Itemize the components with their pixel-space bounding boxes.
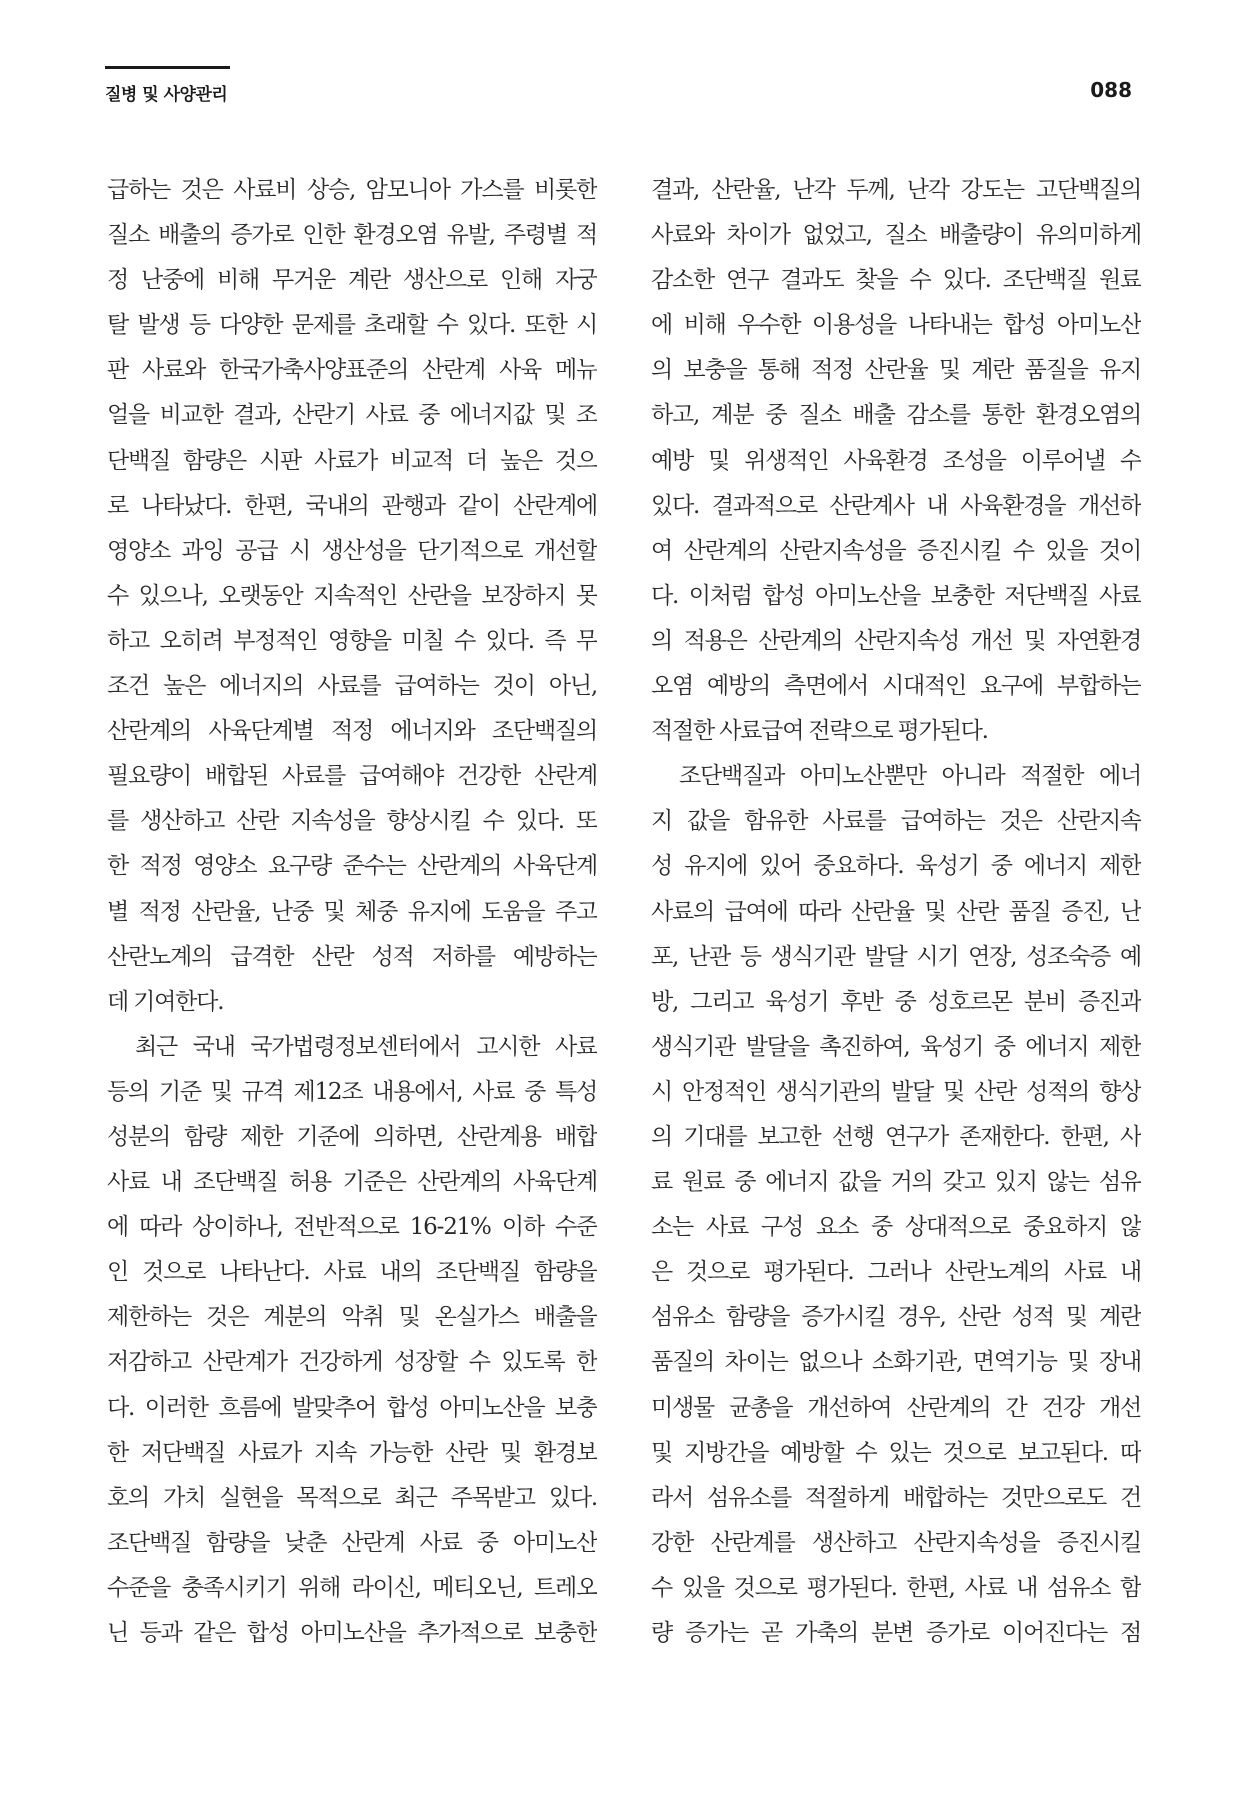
- text-line: 호의 가치 실현을 목적으로 최근 주목받고 있다.: [107, 1484, 597, 1511]
- text-line: 은 것으로 평가된다. 그러나 산란노계의 사료 내: [651, 1259, 1141, 1286]
- text-line: 필요량이 배합된 사료를 급여해야 건강한 산란계: [107, 763, 597, 790]
- text-line: 산란계의 사육단계별 적정 에너지와 조단백질의: [107, 718, 597, 745]
- text-line: 조단백질 함량을 낮춘 산란계 사료 중 아미노산: [107, 1529, 597, 1556]
- text-line: 강한 산란계를 생산하고 산란지속성을 증진시킬: [651, 1529, 1141, 1556]
- text-line: 정 난중에 비해 무거운 계란 생산으로 인해 자궁: [107, 267, 597, 294]
- text-line: 라서 섬유소를 적절하게 배합하는 것만으로도 건: [651, 1484, 1141, 1511]
- text-line: 지 값을 함유한 사료를 급여하는 것은 산란지속: [651, 808, 1141, 835]
- header-rule: [105, 66, 230, 69]
- text-line: 판 사료와 한국가축사양표준의 산란계 사육 메뉴: [107, 357, 597, 384]
- text-line: 한 적정 영양소 요구량 준수는 산란계의 사육단계: [107, 853, 597, 880]
- text-line: 적절한 사료급여 전략으로 평가된다.: [651, 718, 988, 745]
- text-line: 의 기대를 보고한 선행 연구가 존재한다. 한편, 사: [651, 1123, 1141, 1150]
- text-line: 질소 배출의 증가로 인한 환경오염 유발, 주령별 적: [107, 222, 597, 249]
- text-line: 사료와 차이가 없었고, 질소 배출량이 유의미하게: [651, 222, 1141, 249]
- text-line: 얼을 비교한 결과, 산란기 사료 중 에너지값 및 조: [107, 402, 597, 429]
- text-line: 사료의 급여에 따라 산란율 및 산란 품질 증진, 난: [651, 898, 1141, 925]
- text-line: 소는 사료 구성 요소 중 상대적으로 중요하지 않: [651, 1214, 1141, 1241]
- text-line: 의 적용은 산란계의 산란지속성 개선 및 자연환경: [651, 627, 1141, 654]
- text-line: 하고, 계분 중 질소 배출 감소를 통한 환경오염의: [651, 402, 1141, 429]
- text-line: 예방 및 위생적인 사육환경 조성을 이루어낼 수: [651, 447, 1141, 474]
- text-line: 제한하는 것은 계분의 악취 및 온실가스 배출을: [107, 1304, 597, 1331]
- text-line: 생식기관 발달을 촉진하여, 육성기 중 에너지 제한: [651, 1033, 1141, 1060]
- text-line: 최근 국내 국가법령정보센터에서 고시한 사료: [135, 1033, 597, 1060]
- text-line: 인 것으로 나타난다. 사료 내의 조단백질 함량을: [107, 1259, 597, 1286]
- text-line: 료 원료 중 에너지 값을 거의 갖고 있지 않는 섬유: [651, 1169, 1141, 1196]
- text-line: 수준을 충족시키기 위해 라이신, 메티오닌, 트레오: [107, 1574, 597, 1601]
- text-line: 데 기여한다.: [107, 988, 224, 1015]
- text-line: 품질의 차이는 없으나 소화기관, 면역기능 및 장내: [651, 1349, 1141, 1376]
- text-line: 다. 이처럼 합성 아미노산을 보충한 저단백질 사료: [651, 582, 1141, 609]
- text-line: 여 산란계의 산란지속성을 증진시킬 수 있을 것이: [651, 537, 1141, 564]
- page-number: 088: [1090, 78, 1132, 102]
- text-line: 포, 난관 등 생식기관 발달 시기 연장, 성조숙증 예: [651, 943, 1141, 970]
- text-line: 등의 기준 및 규격 제12조 내용에서, 사료 중 특성: [107, 1078, 597, 1105]
- text-line: 조단백질과 아미노산뿐만 아니라 적절한 에너: [679, 763, 1141, 790]
- text-line: 에 따라 상이하나, 전반적으로 16-21% 이하 수준: [107, 1214, 597, 1241]
- text-line: 로 나타났다. 한편, 국내의 관행과 같이 산란계에: [107, 492, 597, 519]
- left-text-column: [107, 168, 597, 1656]
- text-line: 의 보충을 통해 적정 산란율 및 계란 품질을 유지: [651, 357, 1141, 384]
- text-line: 섬유소 함량을 증가시킬 경우, 산란 성적 및 계란: [651, 1304, 1141, 1331]
- text-line: 사료 내 조단백질 허용 기준은 산란계의 사육단계: [107, 1169, 597, 1196]
- text-line: 를 생산하고 산란 지속성을 향상시킬 수 있다. 또: [107, 808, 597, 835]
- text-line: 미생물 균총을 개선하여 산란계의 간 건강 개선: [651, 1394, 1141, 1421]
- text-line: 결과, 산란율, 난각 두께, 난각 강도는 고단백질의: [651, 177, 1141, 203]
- text-line: 성 유지에 있어 중요하다. 육성기 중 에너지 제한: [651, 853, 1141, 880]
- text-line: 한 저단백질 사료가 지속 가능한 산란 및 환경보: [107, 1439, 597, 1466]
- text-line: 단백질 함량은 시판 사료가 비교적 더 높은 것으: [107, 447, 597, 474]
- section-title: 질병 및 사양관리: [105, 85, 228, 105]
- text-line: 및 지방간을 예방할 수 있는 것으로 보고된다. 따: [651, 1439, 1141, 1466]
- text-line: 별 적정 산란율, 난중 및 체중 유지에 도움을 주고: [107, 898, 597, 925]
- text-line: 수 있을 것으로 평가된다. 한편, 사료 내 섬유소 함: [651, 1574, 1141, 1601]
- text-line: 조건 높은 에너지의 사료를 급여하는 것이 아닌,: [107, 673, 597, 700]
- text-line: 오염 예방의 측면에서 시대적인 요구에 부합하는: [651, 673, 1141, 700]
- text-line: 감소한 연구 결과도 찾을 수 있다. 조단백질 원료: [651, 267, 1141, 294]
- text-line: 산란노계의 급격한 산란 성적 저하를 예방하는: [107, 943, 597, 970]
- text-line: 하고 오히려 부정적인 영향을 미칠 수 있다. 즉 무: [107, 627, 597, 654]
- text-line: 성분의 함량 제한 기준에 의하면, 산란계용 배합: [107, 1123, 597, 1150]
- text-line: 급하는 것은 사료비 상승, 암모니아 가스를 비롯한: [107, 177, 597, 203]
- text-line: 량 증가는 곧 가축의 분변 증가로 이어진다는 점: [651, 1620, 1141, 1646]
- text-line: 닌 등과 같은 합성 아미노산을 추가적으로 보충한: [107, 1620, 597, 1646]
- text-line: 영양소 과잉 공급 시 생산성을 단기적으로 개선할: [107, 537, 597, 564]
- text-line: 방, 그리고 육성기 후반 중 성호르몬 분비 증진과: [651, 988, 1141, 1015]
- text-line: 에 비해 우수한 이용성을 나타내는 합성 아미노산: [651, 312, 1141, 339]
- text-line: 탈 발생 등 다양한 문제를 초래할 수 있다. 또한 시: [107, 312, 597, 339]
- text-line: 다. 이러한 흐름에 발맞추어 합성 아미노산을 보충: [107, 1394, 597, 1421]
- text-line: 있다. 결과적으로 산란계사 내 사육환경을 개선하: [651, 492, 1141, 519]
- text-line: 시 안정적인 생식기관의 발달 및 산란 성적의 향상: [651, 1078, 1141, 1105]
- right-text-column: [651, 168, 1141, 1656]
- text-line: 수 있으나, 오랫동안 지속적인 산란을 보장하지 못: [107, 582, 597, 609]
- text-line: 저감하고 산란계가 건강하게 성장할 수 있도록 한: [107, 1349, 597, 1376]
